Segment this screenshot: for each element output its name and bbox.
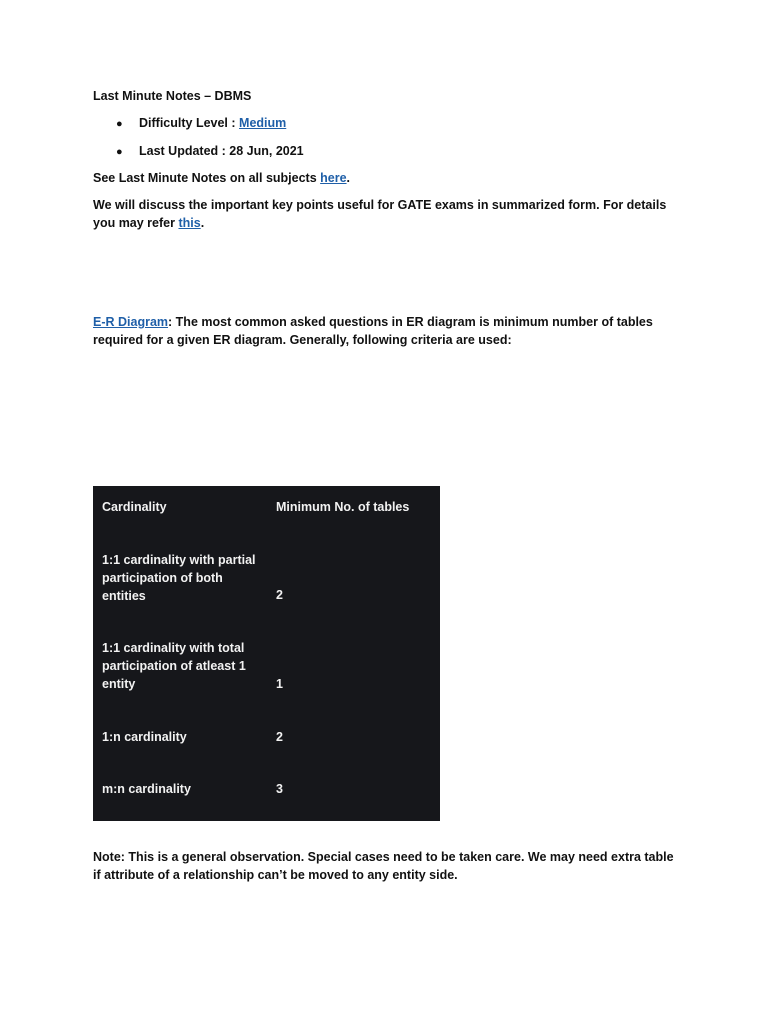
last-updated-label: Last Updated : 28 Jun, 2021 bbox=[139, 144, 304, 158]
er-diagram-paragraph bbox=[93, 313, 653, 349]
see-notes-line bbox=[93, 169, 350, 187]
row-1-tables: 2 bbox=[276, 588, 283, 602]
discuss-paragraph bbox=[93, 196, 683, 232]
note-text: This is a general observation. Special cases need to be taken care. We may need extra table if attribute of a relationship can’t be moved to any entity side. bbox=[93, 850, 674, 882]
see-notes-end: . bbox=[346, 171, 351, 185]
discuss-end: . bbox=[200, 216, 205, 230]
row-1-cardinality: 1:1 cardinality with partial participation of both entities bbox=[102, 553, 256, 603]
page-title: Last Minute Notes – DBMS bbox=[93, 89, 252, 103]
row-3-cardinality: 1:n cardinality bbox=[102, 730, 187, 744]
bullet-difficulty bbox=[116, 114, 286, 133]
bullet-dot-icon: ● bbox=[116, 146, 123, 158]
header-cardinality: Cardinality bbox=[102, 500, 167, 514]
row-2-cardinality: 1:1 cardinality with total participation of atleast 1 entity bbox=[102, 641, 246, 691]
difficulty-link[interactable]: Medium bbox=[239, 116, 287, 130]
note-paragraph bbox=[93, 848, 683, 884]
discuss-text: We will discuss the important key points useful for GATE exams in summarized form. For details you may refer bbox=[93, 198, 667, 230]
cardinality-table bbox=[93, 486, 440, 821]
header-min-tables: Minimum No. of tables bbox=[276, 500, 410, 514]
row-3-tables: 2 bbox=[276, 730, 283, 744]
difficulty-label: Difficulty Level : bbox=[139, 116, 240, 130]
er-diagram-text: : The most common asked questions in ER diagram is minimum number of tables required for a given ER diagram. Generally, following criteria are used: bbox=[93, 315, 653, 347]
row-2-tables: 1 bbox=[276, 677, 283, 691]
see-notes-text: See Last Minute Notes on all subjects bbox=[93, 171, 321, 185]
row-4-tables: 3 bbox=[276, 782, 283, 796]
this-link[interactable]: this bbox=[178, 216, 201, 230]
bullet-last-updated bbox=[116, 142, 304, 161]
here-link[interactable]: here bbox=[320, 171, 347, 185]
note-label: Note: bbox=[93, 850, 125, 864]
er-diagram-link[interactable]: E-R Diagram bbox=[93, 315, 169, 329]
row-4-cardinality: m:n cardinality bbox=[102, 782, 191, 796]
bullet-dot-icon: ● bbox=[116, 118, 123, 130]
